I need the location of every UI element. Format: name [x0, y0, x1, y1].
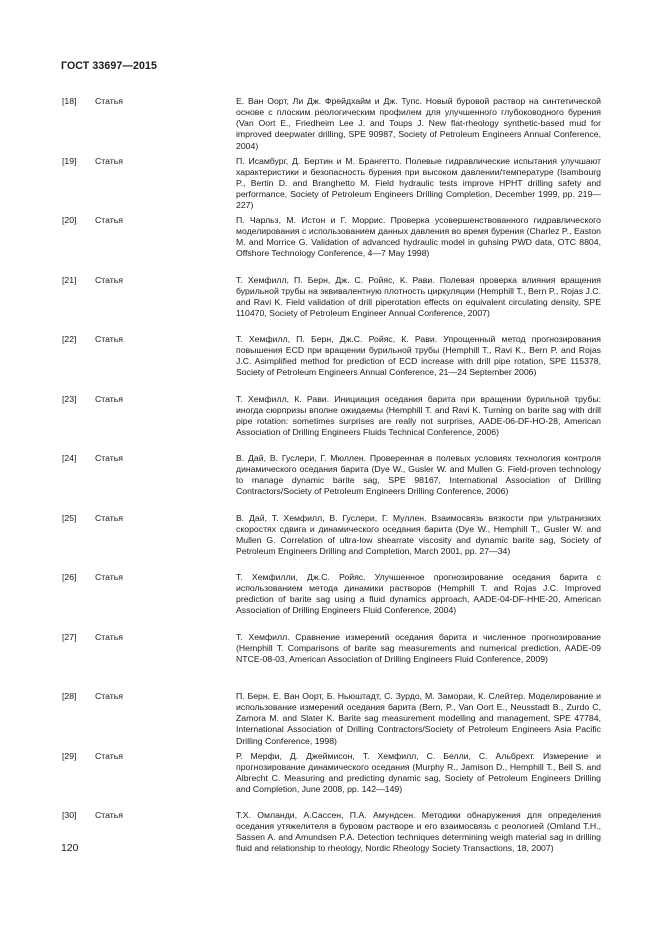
reference-entry — [61, 691, 602, 751]
reference-entry — [61, 96, 602, 156]
reference-text: Т.Х. Омланди, А.Сассен, П.А. Амундсен. Методики обнаружения для определения оседания утяжелителя в буровом растворе и его взаимосвязь с реологией (Omland T.H., Sassen A. and Amundsen P.A. Detection techniques determining weigh material sag in drilling fluid and relationship to rheology, Nordic Rheology Society Transactions, 18, 2007) — [236, 810, 601, 854]
reference-entry — [61, 810, 602, 870]
reference-number: [18] — [62, 96, 77, 106]
reference-type: Статья — [95, 810, 124, 820]
reference-type: Статья — [95, 572, 124, 582]
reference-type: Статья — [95, 453, 124, 463]
reference-text: Т. Хемфилли, Дж.С. Ройяс. Улучшенное прогнозирование оседания барита с использованием метода динамики растворов (Hemphill T. and Rojas J.C. Improved prediction of barite sag using a fluid dynamics approach, AADE-04-DF-HHE-20, American Association of Drilling Engineers Fluid Conference, 2004) — [236, 572, 601, 616]
reference-number: [26] — [62, 572, 77, 582]
page-number: 120 — [61, 842, 79, 854]
reference-number: [28] — [62, 691, 77, 701]
reference-list — [61, 96, 602, 870]
reference-text: В. Дай, В. Гуслери, Г. Мюллен. Проверенная в полевых условиях технология контроля динамического оседания барита (Dye W., Gusler W. and Mullen G. Field-proven technology to manage dynamic barite sag, SPE 98167, International Association of Drilling Contractors/Society of Petroleum Engineers Drilling Conference, 2006) — [236, 453, 601, 497]
reference-entry — [61, 751, 602, 811]
reference-entry — [61, 275, 602, 335]
reference-number: [25] — [62, 512, 77, 523]
reference-number: [27] — [62, 631, 77, 642]
reference-text: Е. Ван Оорт, Ли Дж. Фрейдхайм и Дж. Тупс. Новый буровой раствор на синтетической основе с плоским реологическим профилем для улучшенного глубоководного бурения (Van Oort E., Friedheim Lee J. and Toups J. New flat-rheology synthetic-based mud for improved deepwater drilling, SPE 90987, Society of Petroleum Engineers Annual Conference, 2004) — [236, 96, 601, 151]
reference-number: [29] — [62, 750, 77, 761]
reference-text: П. Берн, Е. Ван Оорт, Б. Ньюштадт, С. Зурдо, М. Замораи, К. Слейтер. Моделирование и использование измерений оседания барита (Bern, P., Van Oort E., Neusstadt B., Zurdo C, Zamora M. and Slater K. Barite sag measurement modelling and management, SPE 47784, International Association of Drilling Contractors/Society of Petroleum Engineers Asia Pacific Drilling Conference, 1998) — [236, 691, 601, 746]
reference-number: [24] — [62, 453, 77, 463]
reference-type: Статья — [95, 274, 124, 285]
reference-text: Т. Хемфилл. Сравнение измерений оседания барита и численное прогнозирование (Hemphill T. Comparisons of barite sag measurements and numerical prediction, AADE-09 NTCE-08-03, American Association of Drilling Engineers Fluid Conference, 2009) — [236, 631, 601, 664]
reference-type: Статья — [95, 512, 124, 523]
reference-type: Статья — [95, 631, 124, 642]
reference-text: П. Исамбург, Д. Бертин и М. Брангетто. Полевые гидравлические испытания улучшают характеристики и безопасность бурения при высоком давлении/температуре (Isambourg P., Bertin D. and Branghetto M. Field hydraulic tests improve HPHT drilling safety and performance, Society of Petroleum Engineers Drilling Completion, December 1999, pp. 219—227) — [236, 155, 601, 211]
reference-entry — [61, 394, 602, 454]
reference-entry — [61, 632, 602, 692]
reference-entry — [61, 513, 602, 573]
page-header: ГОСТ 33697—2015 — [61, 60, 158, 72]
reference-entry — [61, 572, 602, 632]
reference-number: [22] — [62, 334, 77, 344]
reference-type: Статья — [95, 334, 124, 344]
reference-number: [20] — [62, 215, 77, 225]
reference-entry — [61, 453, 602, 513]
reference-text: Т. Хемфилл, К. Рави. Инициация оседания барита при вращении бурильной трубы: иногда сюрпризы вполне ожидаемы (Hemphill T. and Ravi K. Turning on barite sag with drill pipe rotation: sometimes surprises are really not surprises, AADE-06-DF-HO-28, American Association of Drilling Engineers Fluids Technical Conference, 2006) — [236, 393, 601, 437]
reference-type: Статья — [95, 215, 124, 225]
reference-entry — [61, 215, 602, 275]
reference-number: [23] — [62, 393, 77, 404]
reference-text: Т. Хемфилл, П. Берн, Дж. С. Ройяс, К. Рави. Полевая проверка влияния вращения бурильной трубы на эквивалентную плотность циркуляции (Hemphill T., Bern P., Rojas J.C. and Ravi K. Field validation of drill piperotation effects on equivalent circulating density, SPE 110470, Society of Petroleum Engineer Annual Conference, 2007) — [236, 274, 601, 318]
reference-text: П. Чарльз, М. Истон и Г. Моррис. Проверка усовершенствованного гидравлического моделирования с использованием данных давления во время бурения (Charlez P., Easton M. and Morrice G. Validation of advanced hydraulic model in guhsing PWD data, OTC 8804, Offshore Technology Conference, 4—7 May 1998) — [236, 215, 601, 259]
reference-entry — [61, 156, 602, 216]
reference-number: [30] — [62, 810, 77, 820]
reference-text: Т. Хемфилл, П. Берн, Дж.С. Ройяс, К. Рави. Упрощенный метод прогнозирования повышения ECD при вращении бурильной трубы (Hemphill T., Ravi K., Bern P. and Rojas J.C. Asimplified method for prediction of ECD increase with drill pipe rotation, SPE 115378, Society of Petroleum Engineers Annual Conference, 21—24 September 2006) — [236, 334, 601, 378]
reference-text: В. Дай, Т. Хемфилл, В. Гуслери, Г. Муллен. Взаимосвязь вязкости при ультранизких скоростях сдвига и динамического оседания барита (Dye W., Hemphill T., Gusler W. and Mullen G. Correlation of ultra-low shearrate viscosity and dynamic barite sag, Society of Petroleum Engineers Drilling and Completion, March 2001, pp. 27—34) — [236, 512, 601, 556]
reference-type: Статья — [95, 96, 124, 106]
reference-type: Статья — [95, 393, 124, 404]
reference-number: [19] — [62, 155, 77, 166]
reference-number: [21] — [62, 274, 77, 285]
reference-entry — [61, 334, 602, 394]
reference-type: Статья — [95, 155, 124, 166]
reference-text: Р. Мерфи, Д. Джеймисон, Т. Хемфилл, С. Белли, С. Альбрехт. Измерение и прогнозирование динамического оседания (Murphy R., Jamison D., Hemphill T., Bell S. and Albrecht C. Measuring and predicting dynamic sag, Society of Petroleum Engineers Drilling and Completion, June 2008, pp. 142—149) — [236, 750, 601, 794]
reference-type: Статья — [95, 691, 124, 701]
reference-type: Статья — [95, 750, 124, 761]
